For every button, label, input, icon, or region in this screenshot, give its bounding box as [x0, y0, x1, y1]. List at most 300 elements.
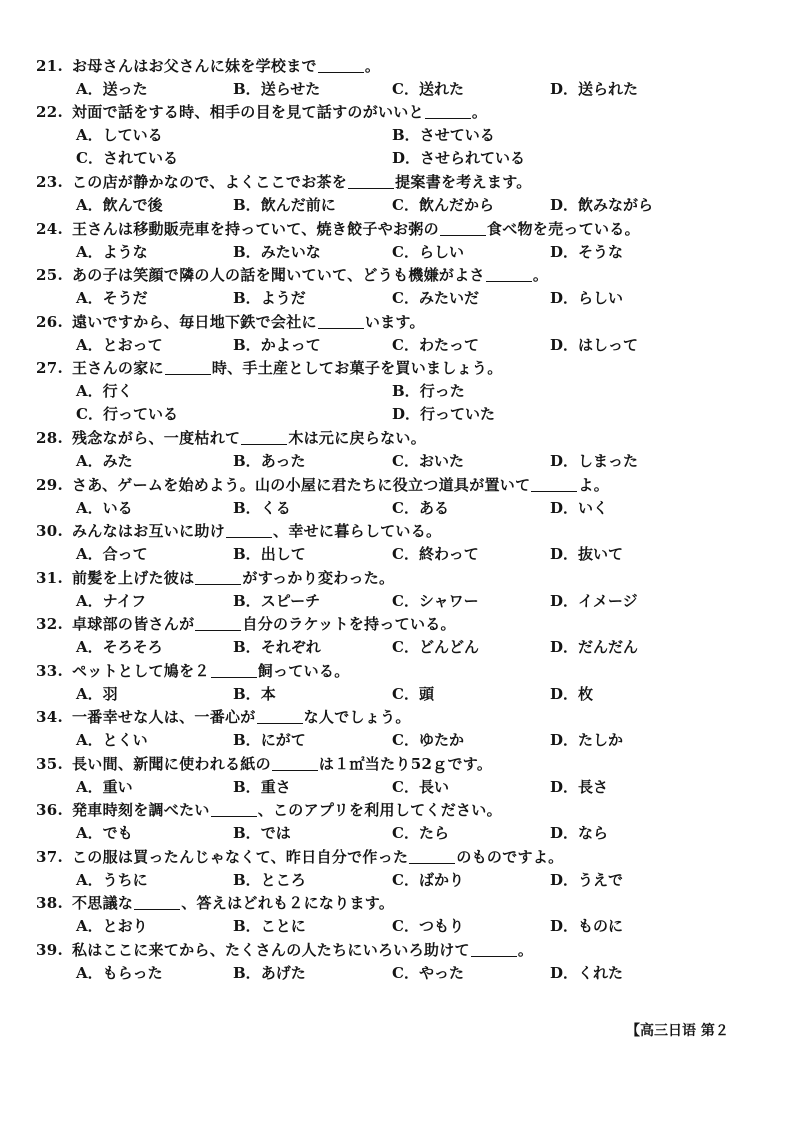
option-letter: D． [550, 871, 579, 889]
stem-text-after: のものですよ。 [456, 848, 564, 866]
option-d [550, 452, 638, 470]
option-letter: C． [392, 964, 419, 982]
stem-text-after: 飼っている。 [257, 662, 350, 680]
question-stem [36, 755, 492, 773]
option-d [550, 638, 638, 656]
stem-text-before: 遠いですから、毎日地下鉄で会社に [72, 313, 317, 331]
question-number: 38. [36, 894, 63, 912]
option-d [550, 824, 608, 842]
question-number: 22. [36, 103, 63, 121]
stem-text-after: 食べ物を売っている。 [486, 220, 640, 238]
option-text: みたいだ [418, 289, 479, 307]
stem-text-before: 卓球部の皆さんが [72, 615, 195, 633]
option-letter: A． [76, 871, 103, 889]
stem-text-after: がすっかり変わった。 [242, 569, 395, 587]
option-text: 抜いて [578, 545, 624, 563]
option-c [392, 638, 479, 656]
option-text: ようだ [260, 289, 306, 307]
option-text: させている [419, 126, 495, 144]
answer-blank [134, 895, 180, 910]
question-number: 28. [36, 429, 63, 447]
option-letter: C． [392, 917, 419, 935]
question-stem [36, 220, 640, 238]
stem-text-before: 長い間、新聞に使われる紙の [72, 755, 271, 773]
answer-blank [257, 709, 303, 724]
option-a [76, 592, 146, 610]
option-a [76, 382, 133, 400]
option-text: らしい [578, 289, 624, 307]
option-letter: D． [550, 243, 579, 261]
question-stem [36, 266, 548, 284]
option-text: そうだ [102, 289, 148, 307]
option-text: ある [418, 499, 449, 517]
option-text: 長い [418, 778, 449, 796]
question-number: 32. [36, 615, 63, 633]
stem-text-after: な人でしょう。 [303, 708, 411, 726]
option-a [76, 452, 133, 470]
option-letter: D． [550, 289, 579, 307]
option-text: うえで [578, 871, 624, 889]
option-b [233, 196, 336, 214]
option-text: そうな [578, 243, 624, 261]
question-stem [36, 708, 411, 726]
option-c [392, 196, 494, 214]
option-b [233, 964, 306, 982]
option-d [550, 731, 623, 749]
option-letter: B． [392, 126, 420, 144]
option-letter: A． [76, 964, 103, 982]
option-text: おいた [418, 452, 464, 470]
stem-text-before: 発車時刻を調べたい [72, 801, 210, 819]
stem-text-after: は１㎡当たり52ｇです。 [318, 755, 493, 773]
option-letter: A． [76, 289, 103, 307]
stem-text-before: 私はここに来てから、たくさんの人たちにいろいろ助けて [72, 941, 470, 959]
option-letter: D． [550, 80, 579, 98]
option-letter: B． [233, 289, 261, 307]
option-c [392, 778, 449, 796]
option-b [233, 778, 291, 796]
option-c [392, 243, 464, 261]
option-letter: C． [392, 545, 419, 563]
answer-blank [440, 221, 486, 236]
option-letter: A． [76, 638, 103, 656]
question-stem [36, 615, 456, 633]
question-stem [36, 522, 441, 540]
stem-text-before: さあ、ゲームを始めよう。山の小屋に君たちに役立つ道具が置いて [72, 476, 531, 494]
option-a [76, 289, 148, 307]
option-text: 送らせた [260, 80, 321, 98]
option-d [550, 336, 638, 354]
option-b [233, 289, 306, 307]
option-letter: D． [550, 592, 579, 610]
option-a [76, 685, 118, 703]
option-b [233, 871, 306, 889]
question-number: 36. [36, 801, 63, 819]
question-stem [36, 894, 394, 912]
page-footer: 【高三日语 第２ [626, 1023, 729, 1039]
option-letter: C． [76, 149, 103, 167]
option-letter: D． [550, 499, 579, 517]
option-a [76, 499, 133, 517]
option-text: あった [260, 452, 306, 470]
answer-blank [226, 523, 272, 538]
option-a [76, 917, 148, 935]
option-letter: A． [76, 499, 103, 517]
option-letter: A． [76, 545, 103, 563]
option-letter: D． [550, 196, 579, 214]
option-letter: D． [392, 149, 421, 167]
option-text: ことに [260, 917, 306, 935]
option-text: いく [578, 499, 609, 517]
option-c [392, 499, 449, 517]
stem-text-before: この店が静かなので、よくここでお茶を [72, 173, 348, 191]
option-text: たら [418, 824, 449, 842]
option-c [392, 545, 479, 563]
question-number: 29. [36, 476, 63, 494]
stem-text-after: 。 [364, 57, 381, 75]
question-number: 33. [36, 662, 63, 680]
option-letter: B． [233, 196, 261, 214]
option-c [392, 871, 464, 889]
option-letter: A． [76, 80, 103, 98]
question-number: 24. [36, 220, 63, 238]
option-b [233, 917, 306, 935]
answer-blank [471, 942, 517, 957]
option-text: 送った [102, 80, 148, 98]
option-letter: D． [550, 917, 579, 935]
option-text: ばかり [418, 871, 464, 889]
stem-text-before: 残念ながら、一度枯れて [72, 429, 241, 447]
option-letter: D． [550, 778, 579, 796]
question-number: 27. [36, 359, 63, 377]
option-b [233, 80, 320, 98]
option-text: 行っていた [420, 405, 496, 423]
option-b [392, 382, 465, 400]
option-text: あげた [260, 964, 306, 982]
option-b [233, 638, 321, 656]
option-letter: D． [550, 452, 579, 470]
option-text: させられている [420, 149, 526, 167]
option-text: 出して [260, 545, 306, 563]
answer-blank [272, 756, 318, 771]
option-c [392, 917, 464, 935]
option-text: 行く [102, 382, 133, 400]
option-letter: B． [233, 964, 261, 982]
option-a [76, 545, 148, 563]
option-letter: D． [392, 405, 421, 423]
option-a [76, 196, 163, 214]
option-letter: A． [76, 126, 103, 144]
option-a [76, 778, 133, 796]
option-letter: B． [233, 638, 261, 656]
option-letter: B． [233, 452, 261, 470]
question-stem [36, 429, 426, 447]
stem-text-before: ペットとして鳩を２ [72, 662, 210, 680]
option-letter: C． [392, 336, 419, 354]
option-letter: A． [76, 336, 103, 354]
option-letter: D． [550, 731, 579, 749]
option-text: ものに [578, 917, 624, 935]
option-text: らしい [418, 243, 464, 261]
option-b [233, 824, 291, 842]
stem-text-before: 不思議な [72, 894, 134, 912]
option-letter: D． [550, 824, 579, 842]
stem-text-before: あの子は笑顔で隣の人の話を聞いていて、どうも機嫌がよさ [72, 266, 485, 284]
option-letter: C． [392, 499, 419, 517]
option-d [550, 545, 623, 563]
question-stem [36, 476, 609, 494]
option-letter: D． [550, 545, 579, 563]
option-b [233, 243, 321, 261]
option-letter: B． [392, 382, 420, 400]
answer-blank [486, 267, 532, 282]
question-number: 23. [36, 173, 63, 191]
option-letter: B． [233, 778, 261, 796]
option-a [76, 731, 148, 749]
question-number: 25. [36, 266, 63, 284]
option-text: 行った [419, 382, 465, 400]
answer-blank [409, 849, 455, 864]
option-letter: A． [76, 685, 103, 703]
option-text: ような [102, 243, 148, 261]
option-text: 頭 [418, 685, 434, 703]
option-b [233, 685, 276, 703]
answer-blank [318, 314, 364, 329]
option-letter: C． [392, 592, 419, 610]
option-text: 送られた [578, 80, 639, 98]
stem-text-after: 、幸せに暮らしている。 [273, 522, 442, 540]
option-text: みた [102, 452, 133, 470]
option-text: 飲みながら [578, 196, 654, 214]
option-letter: A． [76, 778, 103, 796]
question-stem [36, 848, 563, 866]
question-stem [36, 313, 425, 331]
question-number: 34. [36, 708, 63, 726]
option-text: とおり [102, 917, 148, 935]
option-letter: C． [392, 871, 419, 889]
option-text: どんどん [418, 638, 479, 656]
option-d [550, 592, 638, 610]
option-c [392, 336, 479, 354]
option-text: それぞれ [260, 638, 321, 656]
option-letter: A． [76, 382, 103, 400]
option-text: 羽 [102, 685, 118, 703]
option-a [76, 638, 163, 656]
option-letter: A． [76, 452, 103, 470]
option-d [550, 196, 653, 214]
option-letter: B． [233, 336, 261, 354]
option-text: 終わって [418, 545, 479, 563]
option-d [550, 964, 623, 982]
answer-blank [348, 174, 394, 189]
option-a [76, 243, 148, 261]
option-a [76, 80, 148, 98]
option-a [76, 871, 148, 889]
question-number: 35. [36, 755, 63, 773]
option-letter: D． [550, 685, 579, 703]
option-d [550, 243, 623, 261]
option-text: かよって [260, 336, 321, 354]
answer-blank [165, 360, 211, 375]
option-b [392, 126, 495, 144]
option-text: みたいな [260, 243, 321, 261]
option-b [233, 592, 320, 610]
option-letter: C． [76, 405, 103, 423]
option-text: とおって [102, 336, 163, 354]
option-text: されている [102, 149, 178, 167]
option-c [392, 592, 479, 610]
answer-blank [195, 570, 241, 585]
option-c [392, 731, 464, 749]
option-letter: B． [233, 545, 261, 563]
option-text: くる [260, 499, 291, 517]
option-c [76, 405, 178, 423]
option-letter: D． [550, 336, 579, 354]
stem-text-after: 。 [532, 266, 549, 284]
option-text: している [102, 126, 163, 144]
stem-text-after: 。 [471, 103, 488, 121]
question-number: 37. [36, 848, 63, 866]
option-letter: A． [76, 731, 103, 749]
option-b [233, 452, 306, 470]
option-letter: B． [233, 592, 261, 610]
option-text: 送れた [418, 80, 464, 98]
stem-text-before: 王さんの家に [72, 359, 164, 377]
option-letter: C． [392, 824, 419, 842]
option-text: シャワー [418, 592, 479, 610]
option-letter: A． [76, 592, 103, 610]
stem-text-before: 対面で話をする時、相手の目を見て話すのがいいと [72, 103, 424, 121]
stem-text-before: 前髪を上げた彼は [72, 569, 195, 587]
option-letter: A． [76, 917, 103, 935]
stem-text-after: 自分のラケットを持っている。 [242, 615, 456, 633]
option-text: 合って [102, 545, 148, 563]
option-letter: B． [233, 917, 261, 935]
stem-text-after: 提案書を考えます。 [395, 173, 532, 191]
answer-blank [318, 58, 364, 73]
question-number: 30. [36, 522, 63, 540]
option-letter: B． [233, 731, 261, 749]
option-text: なら [578, 824, 609, 842]
option-text: 重さ [260, 778, 291, 796]
option-text: そろそろ [102, 638, 163, 656]
option-b [233, 336, 321, 354]
option-text: イメージ [578, 592, 638, 610]
option-a [76, 126, 163, 144]
question-stem [36, 359, 503, 377]
answer-blank [211, 663, 257, 678]
answer-blank [531, 477, 577, 492]
option-letter: B． [233, 871, 261, 889]
option-letter: A． [76, 824, 103, 842]
stem-text-after: 木は元に戻らない。 [288, 429, 427, 447]
option-text: やった [418, 964, 464, 982]
stem-text-before: 一番幸せな人は、一番心が [72, 708, 256, 726]
option-b [233, 499, 291, 517]
option-letter: B． [233, 685, 261, 703]
option-text: 重い [102, 778, 133, 796]
stem-text-before: みんなはお互いに助け [72, 522, 226, 540]
question-stem [36, 569, 394, 587]
option-text: だんだん [578, 638, 639, 656]
option-c [392, 80, 464, 98]
stem-text-after: 時、手土産としてお菓子を買いましょう。 [211, 359, 503, 377]
option-letter: C． [392, 778, 419, 796]
question-stem [36, 662, 350, 680]
option-text: つもり [418, 917, 464, 935]
option-d [550, 917, 623, 935]
answer-blank [241, 430, 287, 445]
option-a [76, 336, 163, 354]
option-letter: C． [392, 80, 419, 98]
option-d [550, 80, 638, 98]
option-letter: D． [550, 964, 579, 982]
option-c [392, 824, 449, 842]
option-a [76, 964, 163, 982]
option-text: いる [102, 499, 133, 517]
stem-text-before: 王さんは移動販売車を持っていて、焼き餃子やお粥の [72, 220, 439, 238]
option-letter: A． [76, 243, 103, 261]
option-c [392, 964, 464, 982]
option-text: たしか [578, 731, 624, 749]
option-letter: B． [233, 80, 261, 98]
option-text: はしって [578, 336, 639, 354]
option-text: 飲んだ前に [260, 196, 336, 214]
option-text: にがて [260, 731, 306, 749]
option-d [550, 778, 608, 796]
option-letter: D． [550, 638, 579, 656]
option-c [392, 289, 479, 307]
option-d [550, 499, 608, 517]
stem-text-after: います。 [364, 313, 425, 331]
option-letter: A． [76, 196, 103, 214]
option-text: くれた [578, 964, 624, 982]
option-letter: B． [233, 499, 261, 517]
option-text: でも [102, 824, 133, 842]
option-letter: B． [233, 243, 261, 261]
stem-text-after: よ。 [578, 476, 610, 494]
stem-text-after: 。 [517, 941, 534, 959]
question-number: 21. [36, 57, 63, 75]
option-letter: C． [392, 638, 419, 656]
question-stem [36, 103, 487, 121]
stem-text-before: この服は買ったんじゃなくて、昨日自分で作った [72, 848, 409, 866]
option-d [550, 685, 593, 703]
option-text: では [260, 824, 291, 842]
option-c [76, 149, 178, 167]
option-letter: C． [392, 289, 419, 307]
question-stem [36, 173, 532, 191]
option-letter: C． [392, 196, 419, 214]
answer-blank [211, 802, 257, 817]
option-d [392, 149, 525, 167]
option-text: とくい [102, 731, 148, 749]
option-text: うちに [102, 871, 148, 889]
option-text: 長さ [578, 778, 609, 796]
stem-text-after: 、このアプリを利用してください。 [257, 801, 502, 819]
question-number: 39. [36, 941, 63, 959]
question-number: 26. [36, 313, 63, 331]
option-c [392, 452, 464, 470]
question-stem [36, 801, 502, 819]
option-c [392, 685, 434, 703]
option-a [76, 824, 133, 842]
question-number: 31. [36, 569, 63, 587]
question-stem [36, 57, 380, 75]
option-text: ゆたか [418, 731, 464, 749]
option-text: しまった [578, 452, 639, 470]
option-text: スピーチ [260, 592, 321, 610]
